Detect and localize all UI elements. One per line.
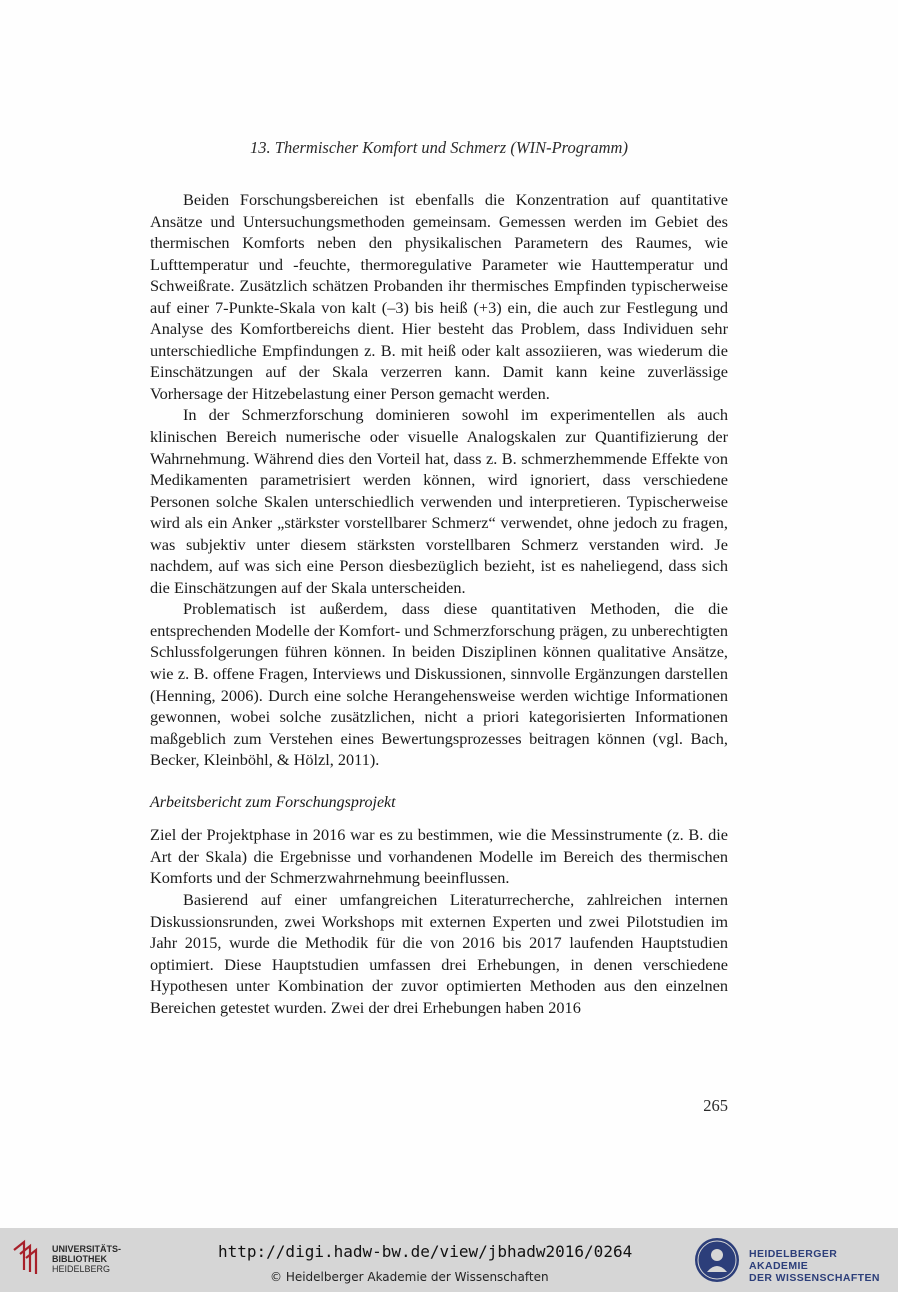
hadw-line-2: DER WISSENSCHAFTEN [749, 1272, 880, 1284]
hadw-seal-icon [693, 1236, 741, 1284]
hadw-logo-text [749, 1248, 898, 1284]
section-paragraph-2: Basierend auf einer umfangreichen Literaturrecherche, zahlreichen internen Diskussionsrunden, zwei Workshops mit externen Experten und zwei Pilotstudien im Jahr 2015, wurde die Methodik für die von 2016 bis 2017 laufenden Hauptstudien optimiert. Diese Hauptstudien umfassen drei Erhebungen, in denen verschiedene Hypothesen unter Kombination der zuvor optimierten Methoden aus den einzelnen Bereichen getestet wurden. Zwei der drei Erhebungen haben 2016 [150, 889, 728, 1017]
section-paragraph-1: Ziel der Projektphase in 2016 war es zu bestimmen, wie die Messinstrumente (z. B. die Art der Skala) die Ergebnisse und vorhandenen Modelle im Bereich des thermischen Komforts und der Schmerzwahrnehmung beeinflussen. [150, 825, 728, 888]
body-text [150, 189, 728, 1018]
running-title: 13. Thermischer Komfort und Schmerz (WIN-Programm) [250, 138, 628, 157]
ub-line-3: HEIDELBERG [52, 1264, 111, 1274]
ub-line-1: UNIVERSITÄTS- [52, 1244, 122, 1254]
footer-bar [0, 1228, 898, 1292]
hadw-line-1: HEIDELBERGER AKADEMIE [749, 1248, 838, 1272]
paragraph-3: Problematisch ist außerdem, dass diese quantitativen Methoden, die die entsprechenden Modelle der Komfort- und Schmerzforschung prägen, zu unberechtigten Schlussfolgerungen führen können. In beiden Disziplinen können qualitative Ansätze, wie z. B. offene Fragen, Interviews und Diskussionen, sinnvolle Ergänzungen darstellen (Henning, 2006). Durch eine solche Herangehensweise werden wichtige Informationen gewonnen, wobei solche zusätzlichen, nicht a priori kategorisierten Informationen maßgeblich zum Verstehen eines Bewertungsprozesses beitragen können (vgl. Bach, Becker, Kleinböhl, & Hölzl, 2011). [150, 599, 728, 770]
section-heading: Arbeitsbericht zum Forschungsprojekt [150, 793, 396, 811]
copyright-text: © Heidelberger Akademie der Wissenschaften [270, 1270, 549, 1284]
permalink-url[interactable]: http://digi.hadw-bw.de/view/jbhadw2016/0264 [218, 1242, 633, 1261]
ub-line-2: BIBLIOTHEK [52, 1254, 107, 1264]
ub-logo-text [52, 1244, 121, 1274]
paragraph-2: In der Schmerzforschung dominieren sowohl im experimentellen als auch klinischen Bereich numerische oder visuelle Analogskalen zur Quantifizierung der Wahrnehmung. Während dies den Vorteil hat, dass z. B. schmerzhemmende Effekte von Medikamenten parametrisiert werden können, wird ignoriert, dass verschiedene Personen solche Skalen unterschiedlich verwenden und interpretieren. Typischerweise wird als ein Anker „stärkster vorstellbarer Schmerz“ verwendet, ohne jedoch zu fragen, was subjektiv unter diesem stärksten vorstellbaren Schmerz verstanden wird. Je nachdem, auf was sich eine Person diesbezüglich bezieht, ist es naheliegend, dass sich die Einschätzungen auf der Skala unterscheiden. [150, 405, 728, 597]
paragraph-1: Beiden Forschungsbereichen ist ebenfalls die Konzentration auf quantitative Ansätze und Untersuchungsmethoden gemeinsam. Gemessen werden im Gebiet des thermischen Komforts neben den physikalischen Parametern des Raumes, wie Lufttemperatur und -feuchte, thermoregulative Parameter wie Hauttemperatur und Schweißrate. Zusätzlich schätzen Probanden ihr thermisches Empfinden typischerweise auf einer 7-Punkte-Skala von kalt (–3) bis heiß (+3) ein, die auch zur Festlegung und Analyse des Komfortbereichs dient. Hier besteht das Problem, dass Individuen sehr unterschiedliche Empfindungen z. B. mit heiß oder kalt assoziieren, was wiederum die Einschätzungen auf der Skala verzerren kann. Damit kann keine zuverlässige Vorhersage der Hitzebelastung einer Person gemacht werden. [150, 190, 728, 403]
page-number: 265 [703, 1096, 728, 1115]
ub-logo-icon [10, 1236, 50, 1276]
